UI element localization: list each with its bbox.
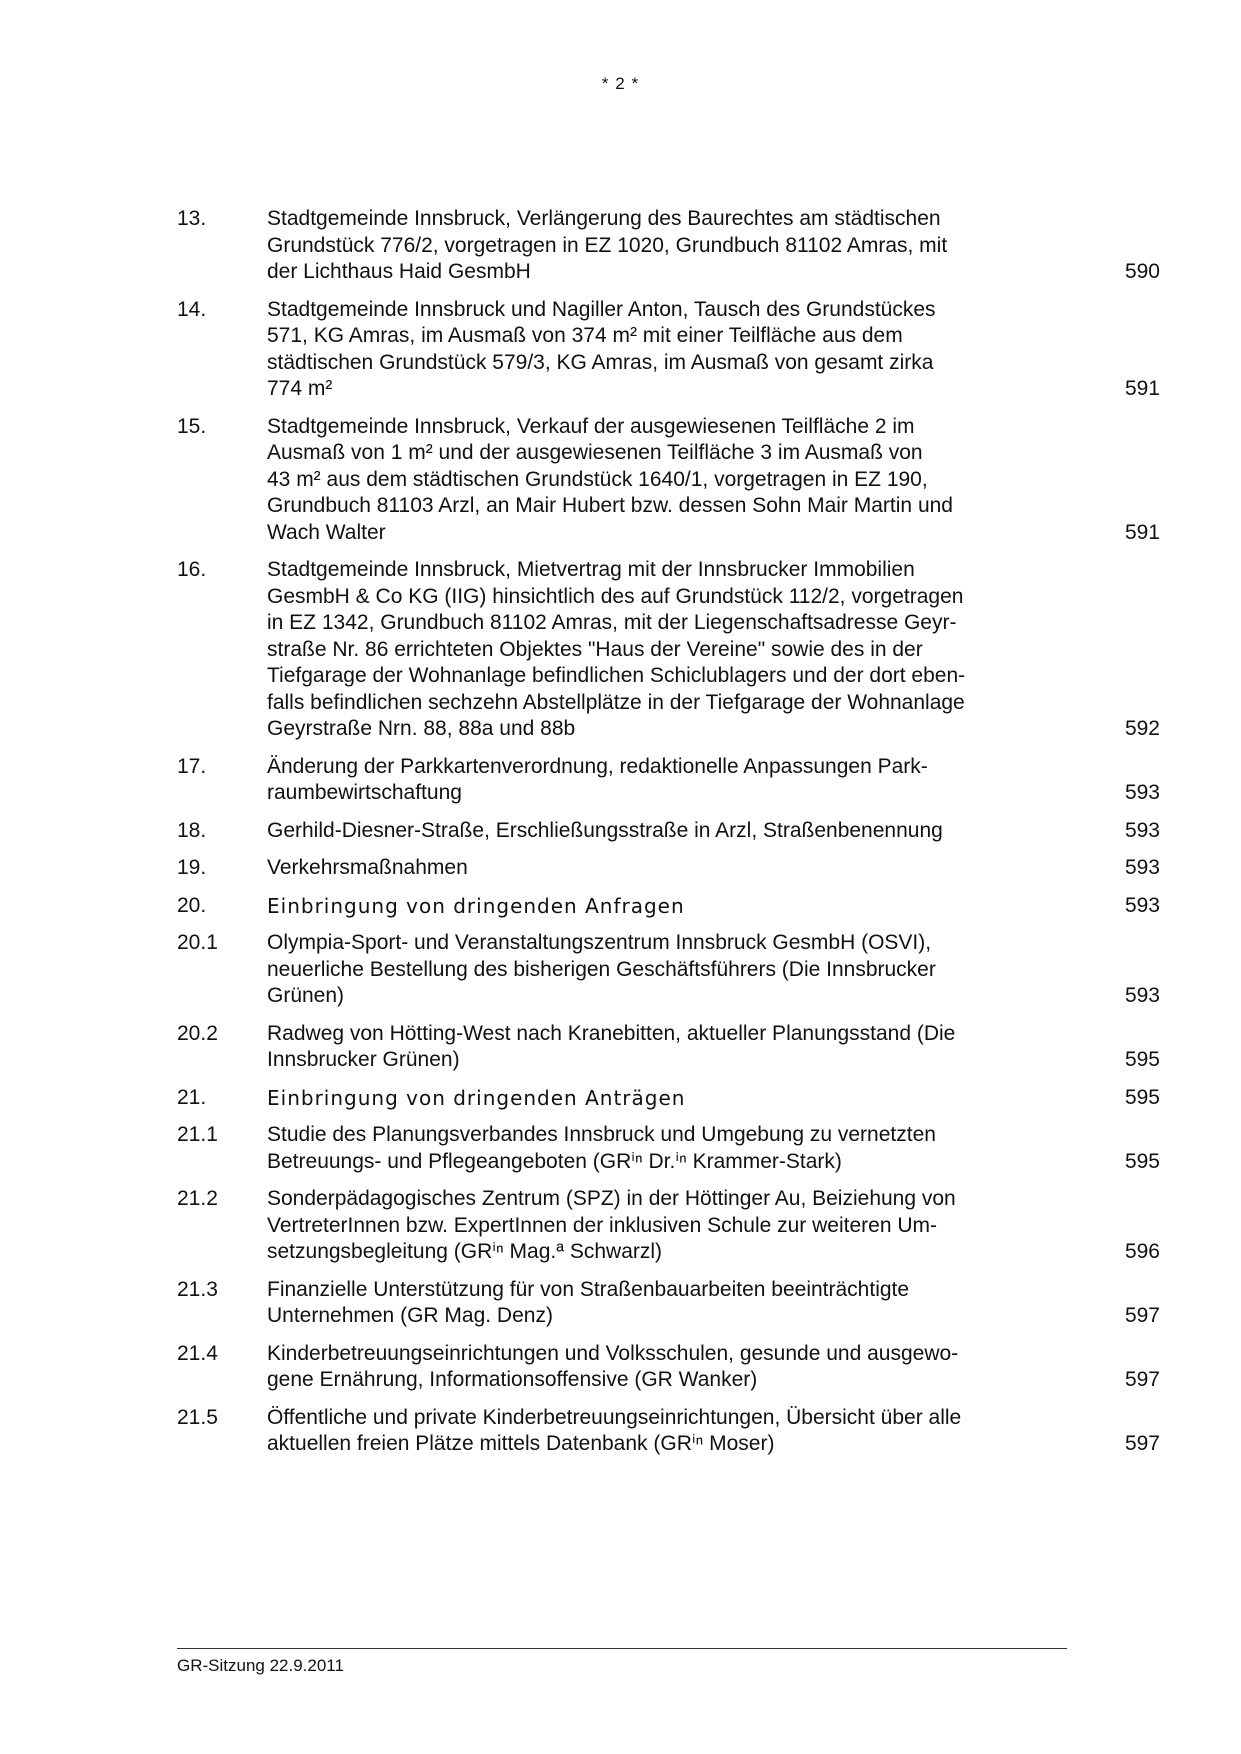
toc-entry [177, 1405, 1160, 1458]
toc-entry-title-line: Wach Walter [267, 520, 386, 544]
toc-entry-title-line: setzungsbegleitung (GRⁱⁿ Mag.ª Schwarzl) [267, 1240, 663, 1263]
toc-entry-number: 21. [177, 1085, 207, 1109]
toc-entry-number: 20. [177, 893, 207, 917]
toc-entry-number: 21.5 [177, 1405, 218, 1429]
toc-entry [177, 1186, 1160, 1266]
toc-entry [177, 893, 1160, 920]
toc-entry-page: 597 [1124, 1368, 1160, 1391]
toc-entry-title-line: straße Nr. 86 errichteten Objektes "Haus der Vereine" sowie des in der [267, 637, 923, 661]
toc-entry-page: 591 [1124, 520, 1160, 544]
toc-entry-title [267, 1405, 1047, 1458]
toc-entry-title [267, 297, 1047, 403]
page-marker: * 2 * [601, 74, 640, 93]
toc-entry-title-line: VertreterInnen bzw. ExpertInnen der inklusiven Schule zur weiteren Um- [267, 1213, 938, 1237]
toc-entry-title [267, 206, 1047, 286]
toc-entry-title-line: Grünen) [267, 984, 345, 1007]
toc-entry-title [267, 557, 1047, 743]
toc-entry-page: 593 [1124, 781, 1160, 804]
toc-entry-title [267, 1085, 1047, 1112]
toc-entry-number: 19. [177, 856, 207, 879]
toc-entry-title [267, 1277, 1047, 1330]
toc-entry-page: 595 [1124, 1149, 1160, 1173]
toc-entry-page: 593 [1124, 856, 1160, 879]
toc-entry-title-line: Innsbrucker Grünen) [267, 1048, 460, 1071]
toc-entry-number: 14. [177, 297, 207, 321]
toc-entry-title [267, 754, 1047, 807]
footer-session-date: GR-Sitzung 22.9.2011 [177, 1656, 344, 1675]
toc-entry-title-line: Verkehrsmaßnahmen [267, 856, 468, 879]
toc-entry-title-line: Studie des Planungsverbandes Innsbruck und Umgebung zu vernetzten [267, 1123, 936, 1146]
toc-entry-title-line: Betreuungs- und Pflegeangeboten (GRⁱⁿ Dr.ⁱⁿ Krammer-Stark) [267, 1149, 842, 1173]
toc-entry-number: 18. [177, 818, 207, 842]
toc-entry-title-line: Stadtgemeinde Innsbruck, Verlängerung des Baurechtes am städtischen [267, 207, 941, 230]
toc-entry [177, 557, 1160, 743]
toc-entry-title [267, 855, 1047, 882]
toc-entry-title [267, 930, 1047, 1010]
toc-entry [177, 1277, 1160, 1330]
toc-entry-title-line: neuerliche Bestellung des bisherigen Geschäftsführers (Die Innsbrucker [267, 957, 936, 981]
toc-entry [177, 1122, 1160, 1175]
toc-entry [177, 930, 1160, 1010]
toc-entry-title [267, 1021, 1047, 1074]
toc-entry-page: 593 [1124, 818, 1160, 842]
toc-entry-title-line: Sonderpädagogisches Zentrum (SPZ) in der Höttinger Au, Beiziehung von [267, 1187, 956, 1210]
toc-entry-title-line: Olympia-Sport- und Veranstaltungszentrum Innsbruck GesmbH (OSVI), [267, 931, 932, 954]
toc-entry-title-line: Ausmaß von 1 m² und der ausgewiesenen Teilfläche 3 im Ausmaß von [267, 441, 923, 464]
toc-entry-title-line: städtischen Grundstück 579/3, KG Amras, im Ausmaß von gesamt zirka [267, 350, 934, 374]
toc-entry-title-line: 774 m² [267, 377, 333, 400]
toc-entry-page: 595 [1124, 1085, 1160, 1109]
toc-entry-title [267, 414, 1047, 547]
toc-entry-number: 20.2 [177, 1021, 218, 1045]
toc-entry [177, 1341, 1160, 1394]
toc-entry-title [267, 893, 1047, 920]
toc-entry-page: 593 [1124, 984, 1160, 1007]
toc-entry-number: 21.2 [177, 1187, 218, 1210]
toc-entry-title-line: GesmbH & Co KG (IIG) hinsichtlich des auf Grundstück 112/2, vorgetragen [267, 584, 964, 608]
toc-entry-number: 20.1 [177, 931, 218, 954]
toc-entry-title [267, 1122, 1047, 1175]
table-of-contents [177, 206, 1160, 1469]
toc-entry-title [267, 818, 1047, 845]
toc-entry-title-line: gene Ernährung, Informationsoffensive (GR Wanker) [267, 1368, 758, 1391]
toc-entry-title-line: raumbewirtschaftung [267, 781, 462, 804]
toc-entry-title-line: 571, KG Amras, im Ausmaß von 374 m² mit einer Teilfläche aus dem [267, 324, 903, 347]
toc-entry [177, 206, 1160, 286]
footer-divider [177, 1648, 1067, 1649]
toc-entry-title-line: Kinderbetreuungseinrichtungen und Volksschulen, gesunde und ausgewo- [267, 1341, 959, 1365]
toc-entry-title-line: Finanzielle Unterstützung für von Straßenbauarbeiten beeinträchtigte [267, 1277, 910, 1301]
toc-entry [177, 754, 1160, 807]
toc-entry-title-line: Geyrstraße Nrn. 88, 88a und 88b [267, 717, 576, 740]
toc-entry [177, 297, 1160, 403]
toc-entry-number: 16. [177, 558, 207, 581]
toc-entry-page: 597 [1124, 1432, 1160, 1455]
toc-entry-title-line: Grundbuch 81103 Arzl, an Mair Hubert bzw. dessen Sohn Mair Martin und [267, 494, 953, 517]
toc-entry-title-line: falls befindlichen sechzehn Abstellplätze in der Tiefgarage der Wohnanlage [267, 690, 965, 714]
toc-entry-page: 593 [1124, 893, 1160, 917]
toc-entry-title-line: Unternehmen (GR Mag. Denz) [267, 1304, 553, 1327]
toc-entry-title-line: Gerhild-Diesner-Straße, Erschließungsstraße in Arzl, Straßenbenennung [267, 818, 943, 842]
toc-entry-title-line: Einbringung von dringenden Anfragen [267, 893, 685, 918]
toc-entry-page: 590 [1124, 260, 1160, 283]
toc-entry-number: 15. [177, 414, 207, 438]
toc-entry-title-line: in EZ 1342, Grundbuch 81102 Amras, mit der Liegenschaftsadresse Geyr- [267, 611, 957, 634]
toc-entry-title-line: Stadtgemeinde Innsbruck, Verkauf der ausgewiesenen Teilfläche 2 im [267, 414, 915, 438]
toc-entry-title-line: 43 m² aus dem städtischen Grundstück 1640/1, vorgetragen in EZ 190, [267, 467, 928, 491]
toc-entry-title-line: Radweg von Hötting-West nach Kranebitten, aktueller Planungsstand (Die [267, 1021, 956, 1045]
toc-entry-title-line: Änderung der Parkkartenverordnung, redaktionelle Anpassungen Park- [267, 754, 928, 778]
toc-entry-page: 597 [1124, 1304, 1160, 1327]
toc-entry [177, 855, 1160, 882]
toc-entry-number: 21.1 [177, 1123, 218, 1146]
toc-entry-title [267, 1341, 1047, 1394]
toc-entry-title-line: Öffentliche und private Kinderbetreuungseinrichtungen, Übersicht über alle [267, 1405, 962, 1429]
toc-entry [177, 1021, 1160, 1074]
toc-entry-title-line: der Lichthaus Haid GesmbH [267, 260, 531, 283]
toc-entry-page: 595 [1124, 1048, 1160, 1071]
toc-entry-title-line: Stadtgemeinde Innsbruck und Nagiller Anton, Tausch des Grundstückes [267, 297, 936, 321]
toc-entry-number: 21.4 [177, 1341, 218, 1365]
toc-entry-title-line: Einbringung von dringenden Anträgen [267, 1085, 686, 1110]
toc-entry [177, 1085, 1160, 1112]
toc-entry-number: 13. [177, 207, 207, 230]
toc-entry-title-line: Grundstück 776/2, vorgetragen in EZ 1020, Grundbuch 81102 Amras, mit [267, 233, 948, 257]
toc-entry-page: 596 [1124, 1240, 1160, 1263]
toc-entry-number: 17. [177, 754, 207, 778]
toc-entry-title [267, 1186, 1047, 1266]
toc-entry-title-line: Stadtgemeinde Innsbruck, Mietvertrag mit der Innsbrucker Immobilien [267, 558, 915, 581]
toc-entry-page: 592 [1124, 717, 1160, 740]
toc-entry [177, 414, 1160, 547]
toc-entry-title-line: Tiefgarage der Wohnanlage befindlichen Schiclublagers und der dort eben- [267, 664, 966, 687]
toc-entry [177, 818, 1160, 845]
toc-entry-page: 591 [1124, 377, 1160, 400]
toc-entry-number: 21.3 [177, 1277, 218, 1301]
toc-entry-title-line: aktuellen freien Plätze mittels Datenbank (GRⁱⁿ Moser) [267, 1432, 775, 1455]
